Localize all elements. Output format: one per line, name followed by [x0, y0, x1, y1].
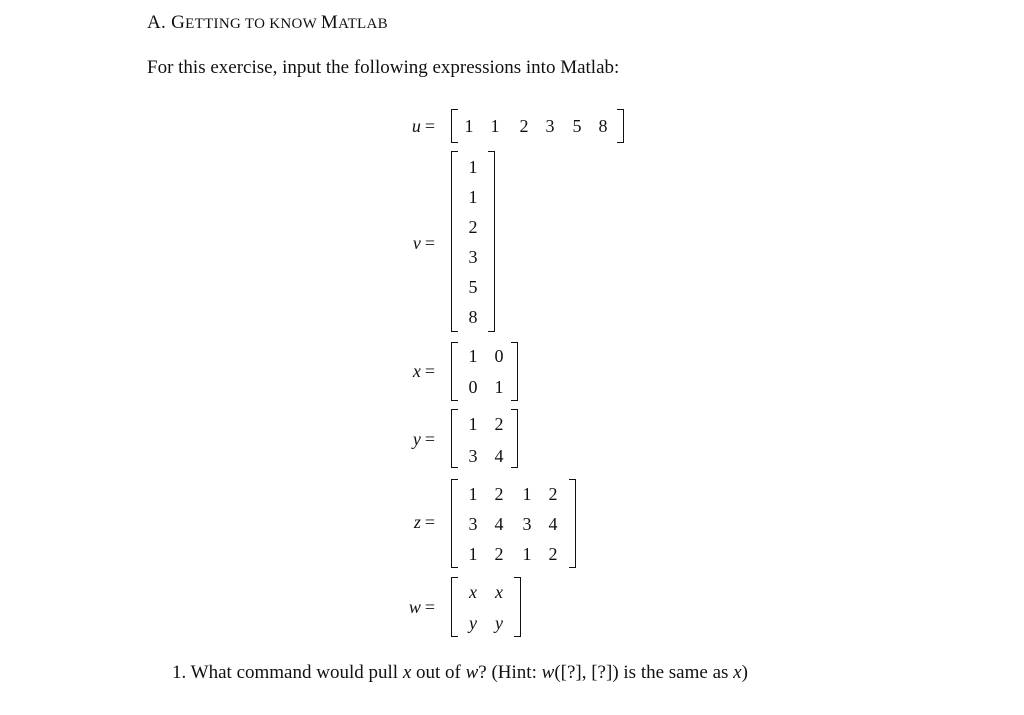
- left-bracket: [451, 409, 458, 468]
- left-bracket: [451, 479, 458, 568]
- section-letter: A.: [147, 12, 167, 33]
- matrix-cell: 3: [468, 247, 478, 267]
- matrix-w-label: [375, 597, 435, 618]
- var-x: x: [402, 662, 412, 683]
- hint-w: w: [541, 662, 555, 683]
- matrix-cell: 1: [522, 484, 532, 504]
- heading-word-2-rest: ATLAB: [338, 16, 388, 32]
- matrix-cell: 0: [494, 346, 504, 366]
- left-bracket: [451, 151, 458, 332]
- matrix-cell: 8: [598, 116, 608, 136]
- matrix-v-equals: =: [424, 233, 435, 253]
- right-bracket: [617, 109, 624, 143]
- matrix-cell: 1: [494, 377, 504, 397]
- right-bracket: [569, 479, 576, 568]
- right-bracket: [511, 409, 518, 468]
- question-text: out of: [416, 662, 461, 683]
- question-text: ? (Hint:: [478, 662, 537, 683]
- heading-word-1-initial: G: [171, 12, 186, 33]
- matrix-cell: 8: [468, 307, 478, 327]
- matrix-cell: 5: [572, 116, 582, 136]
- matrix-cell: 2: [548, 484, 558, 504]
- matrix-cell: y: [495, 613, 503, 633]
- matrix-y-equals: =: [424, 429, 435, 449]
- matrix-y-label: [375, 429, 435, 450]
- left-bracket: [451, 109, 458, 143]
- matrix-cell: 5: [468, 277, 478, 297]
- matrix-cell: 3: [522, 514, 532, 534]
- matrix-v: [451, 151, 495, 332]
- matrix-cell: 4: [548, 514, 558, 534]
- matrix-cell: 3: [468, 446, 478, 466]
- matrix-cell: 2: [468, 217, 478, 237]
- question-number: 1.: [172, 662, 187, 683]
- matrix-cell: 2: [494, 414, 504, 434]
- matrix-cell: 3: [468, 514, 478, 534]
- matrix-cell: 0: [468, 377, 478, 397]
- matrix-u-equals: =: [424, 116, 435, 136]
- intro-text: For this exercise, input the following expressions into Matlab:: [147, 57, 620, 78]
- matrix-z-label: [375, 512, 435, 533]
- matrix-y: [451, 409, 518, 468]
- matrix-z-equals: =: [424, 512, 435, 532]
- question-1: [172, 662, 748, 684]
- matrix-z: [451, 479, 576, 568]
- matrix-u-name: u: [411, 116, 421, 136]
- matrix-z-name: z: [413, 512, 421, 532]
- matrix-cell: x: [469, 582, 477, 602]
- matrix-y-name: y: [412, 429, 421, 449]
- right-bracket: [511, 342, 518, 401]
- heading-word-2-initial: M: [320, 12, 339, 33]
- matrix-cell: y: [469, 613, 477, 633]
- matrix-cell: 1: [468, 187, 478, 207]
- matrix-cell: 1: [468, 544, 478, 564]
- matrix-cell: 3: [545, 116, 555, 136]
- var-w: w: [465, 662, 479, 683]
- matrix-cell: 2: [494, 484, 504, 504]
- matrix-cell: 1: [522, 544, 532, 564]
- right-bracket: [488, 151, 495, 332]
- matrix-w-name: w: [408, 597, 421, 617]
- matrix-cell: x: [495, 582, 503, 602]
- question-text: ): [741, 662, 748, 683]
- matrix-cell: 2: [494, 544, 504, 564]
- question-text: is the same as: [623, 662, 729, 683]
- matrix-cell: 1: [464, 116, 474, 136]
- hint-x: x: [733, 662, 742, 683]
- hint-args: ([?], [?]): [554, 662, 619, 683]
- heading-word-1-rest: ETTING TO KNOW: [185, 16, 321, 32]
- matrix-cell: 1: [468, 157, 478, 177]
- matrix-cell: 1: [468, 414, 478, 434]
- matrix-u: [451, 109, 624, 143]
- matrix-x-label: [375, 361, 435, 382]
- matrix-cell: 4: [494, 514, 504, 534]
- matrix-v-label: [375, 233, 435, 254]
- matrix-w: [451, 577, 521, 637]
- matrix-cell: 1: [468, 484, 478, 504]
- matrix-x-name: x: [412, 361, 421, 381]
- matrix-v-name: v: [412, 233, 421, 253]
- matrix-w-equals: =: [424, 597, 435, 617]
- right-bracket: [514, 577, 521, 637]
- left-bracket: [451, 577, 458, 637]
- matrix-cell: 4: [494, 446, 504, 466]
- matrix-cell: 2: [548, 544, 558, 564]
- matrix-u-label: [375, 116, 435, 137]
- matrix-cell: 2: [519, 116, 529, 136]
- question-text: What command would pull: [190, 662, 399, 683]
- matrix-cell: 1: [468, 346, 478, 366]
- section-heading: [147, 12, 388, 34]
- left-bracket: [451, 342, 458, 401]
- matrix-x-equals: =: [424, 361, 435, 381]
- matrix-cell: 1: [490, 116, 500, 136]
- matrix-x: [451, 342, 518, 401]
